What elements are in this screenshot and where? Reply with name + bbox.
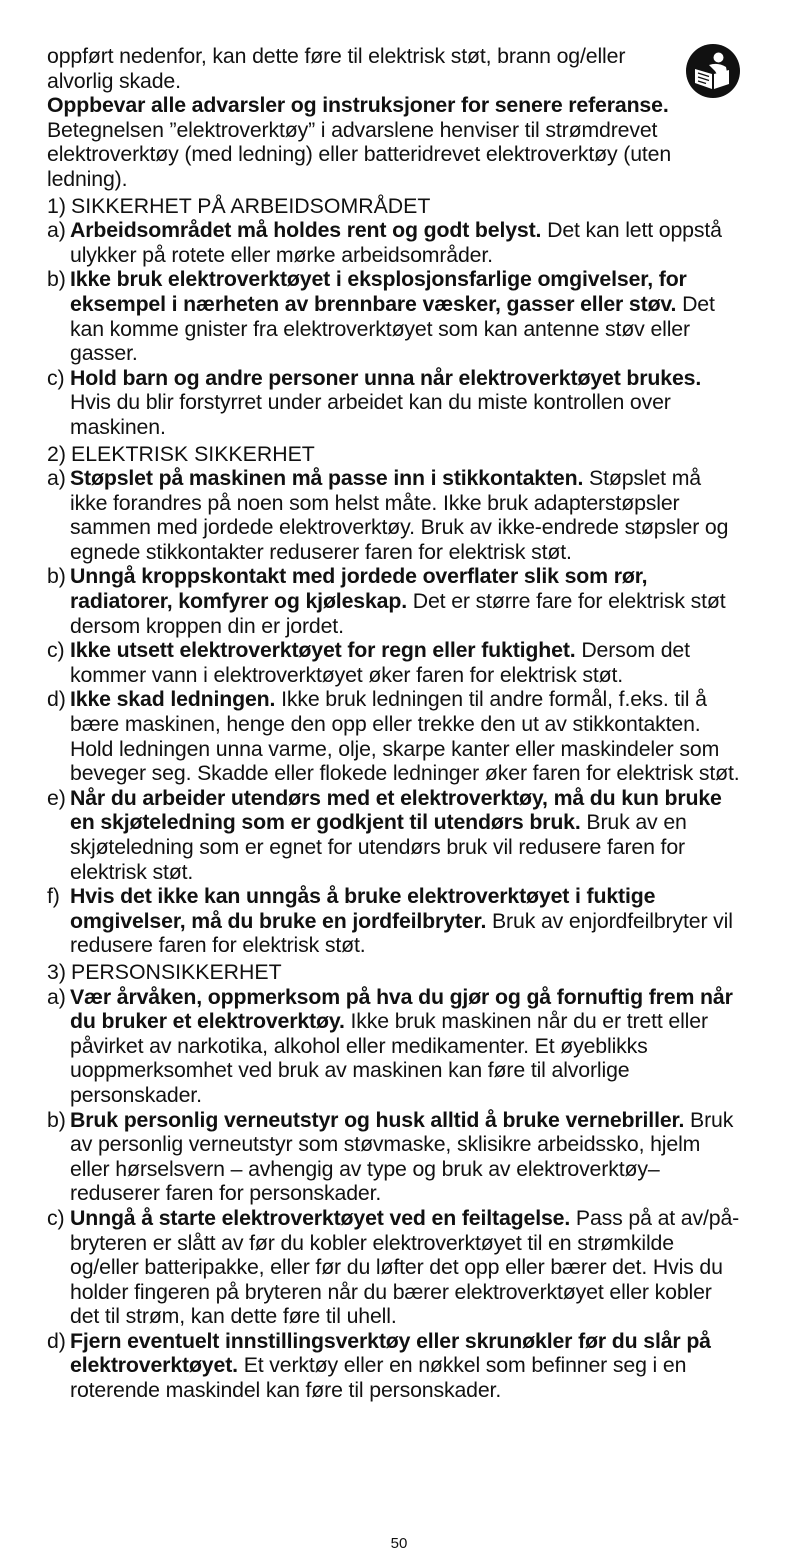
safety-item	[47, 1206, 741, 1329]
item-text: Bruk av en skjøteledning som er egnet for utendørs bruk vil redusere faren for elektrisk støt.	[70, 810, 687, 884]
safety-item	[47, 267, 741, 365]
item-text: Støpslet må ikke forandres på noen som helst måte. Ikke bruk adapterstøpsler sammen med jordede elektroverktøy. Bruk av ikke-endrede støpsler og egnede stikkontakter reduserer faren for elektrisk støt.	[70, 466, 729, 564]
safety-item	[47, 786, 741, 884]
item-text: Hvis du blir forstyrret under arbeidet kan du miste kontrollen over maskinen.	[70, 390, 671, 439]
section-title: SIKKERHET PÅ ARBEIDSOMRÅDET	[71, 193, 431, 218]
item-lead-text: Støpslet på maskinen må passe inn i stikkontakten.	[70, 466, 584, 491]
section-title: ELEKTRISK SIKKERHET	[71, 441, 315, 466]
item-letter: a)	[47, 218, 66, 243]
section-heading	[47, 442, 741, 467]
item-lead-text: Fjern eventuelt innstillingsverktøy eller skrunøkler før du slår på elektroverktøyet.	[70, 1328, 711, 1378]
item-body	[70, 985, 741, 1108]
section-number: 3)	[47, 959, 66, 984]
item-letter: d)	[47, 687, 66, 712]
item-body	[70, 1108, 741, 1206]
item-letter: c)	[47, 638, 65, 663]
safety-item	[47, 1108, 741, 1206]
page-number: 50	[390, 1535, 408, 1552]
item-lead-text: Når du arbeider utendørs med et elektroverktøy, må du kun bruke en skjøteledning som er godkjent til utendørs bruk.	[70, 785, 722, 835]
item-lead-text: Ikke bruk elektroverktøyet i eksplosjonsfarlige omgivelser, for eksempel i nærheten av brennbare væsker, gasser eller støv.	[70, 267, 687, 316]
item-text: Det kan lett oppstå ulykker på rotete eller mørke arbeidsområder.	[70, 218, 722, 267]
item-lead-text: Unngå kroppskontakt med jordede overflater slik som rør, radiatorer, komfyrer og kjøleskap.	[70, 564, 648, 614]
item-body	[70, 366, 741, 440]
item-text: Ikke bruk ledningen til andre formål, f.eks. til å bære maskinen, henge den opp eller trekke den ut av stikkontakten. Hold ledningen unna varme, olje, skarpe kanter eller maskindeler som beveger seg. Skadde eller flokede ledninger øker faren for elektrisk støt.	[70, 687, 740, 786]
item-text: Pass på at av/på-bryteren er slått av før du kobler elektroverktøyet til en strømkilde og/eller batteripakke, eller før du løfter det opp eller bærer det. Hvis du holder fingeren på bryteren når du bærer elektroverktøyet eller kobler det til strøm, kan dette føre til uhell.	[70, 1205, 740, 1329]
section-title: PERSONSIKKERHET	[71, 959, 282, 984]
item-body	[70, 687, 741, 785]
item-lead-text: Hvis det ikke kan unngås å bruke elektroverktøyet i fuktige omgivelser, må du bruke en jordfeilbryter.	[70, 884, 656, 933]
item-body	[70, 267, 741, 365]
document-page	[47, 44, 741, 1403]
intro-block	[47, 44, 679, 118]
item-letter: e)	[47, 785, 66, 810]
item-body	[70, 466, 741, 564]
item-body	[70, 1206, 741, 1329]
safety-item	[47, 1329, 741, 1403]
section-number: 2)	[47, 441, 66, 466]
item-text: Bruk av personlig verneutstyr som støvmaske, sklisikre arbeidssko, hjelm eller hørselsvern – avhengig av type og bruk av elektroverktøy– reduserer faren for personskader.	[70, 1107, 734, 1206]
item-lead-text: Bruk personlig verneutstyr og husk alltid å bruke vernebriller.	[70, 1107, 685, 1132]
warning-tail-text: oppført nedenfor, kan dette føre til elektrisk støt, brann og/eller alvorlig skade.	[47, 44, 626, 93]
item-body	[70, 564, 741, 638]
item-lead-text: Unngå å starte elektroverktøyet ved en feiltagelse.	[70, 1205, 571, 1230]
item-letter: d)	[47, 1328, 66, 1353]
item-body	[70, 1329, 741, 1403]
item-text: Det er større fare for elektrisk støt dersom kroppen din er jordet.	[70, 589, 726, 638]
item-letter: b)	[47, 1107, 66, 1132]
item-text: Et verktøy eller en nøkkel som befinner seg i en roterende maskindel kan føre til personskader.	[70, 1353, 687, 1403]
safety-sections	[47, 194, 741, 1403]
item-body	[70, 638, 741, 687]
safety-item	[47, 564, 741, 638]
safety-item	[47, 985, 741, 1108]
item-letter: b)	[47, 267, 66, 292]
item-lead-text: Ikke utsett elektroverktøyet for regn eller fuktighet.	[70, 638, 576, 663]
section-heading	[47, 960, 741, 985]
safety-item	[47, 884, 741, 958]
item-letter: c)	[47, 365, 65, 390]
safety-item	[47, 687, 741, 785]
keep-instructions-notice: Oppbevar alle advarsler og instruksjoner for senere referanse.	[47, 93, 669, 118]
item-letter: c)	[47, 1205, 65, 1230]
section-heading	[47, 194, 741, 219]
item-text: Bruk av enjordfeilbryter vil redusere faren for elektrisk støt.	[70, 908, 733, 958]
power-tool-definition: Betegnelsen ”elektroverktøy” i advarslene henviser til strømdrevet elektroverktøy (med ledning) eller batteridrevet elektroverktøy (uten ledning).	[47, 117, 672, 191]
item-text: Dersom det kommer vann i elektroverktøyet øker faren for elektrisk støt.	[70, 638, 690, 687]
item-body	[70, 218, 741, 267]
item-letter: a)	[47, 466, 66, 491]
safety-item	[47, 466, 741, 564]
item-letter: f)	[47, 884, 60, 909]
item-text: Det kan komme gnister fra elektroverktøyet som kan antenne støv eller gasser.	[70, 291, 715, 366]
item-lead-text: Hold barn og andre personer unna når elektroverktøyet brukes.	[70, 365, 702, 390]
safety-item	[47, 218, 741, 267]
item-body	[70, 884, 741, 958]
section-number: 1)	[47, 193, 66, 218]
item-body	[70, 786, 741, 884]
item-letter: b)	[47, 564, 66, 589]
item-text: Ikke bruk maskinen når du er trett eller påvirket av narkotika, alkohol eller medikamenter. Et øyeblikks uoppmerksomhet ved bruk av maskinen kan føre til alvorlige personskader.	[70, 1009, 708, 1107]
safety-item	[47, 638, 741, 687]
item-lead-text: Arbeidsområdet må holdes rent og godt belyst.	[70, 218, 542, 243]
item-lead-text: Vær årvåken, oppmerksom på hva du gjør og gå fornuftig frem når du bruker et elektroverktøy.	[70, 984, 733, 1034]
safety-item	[47, 366, 741, 440]
item-letter: a)	[47, 984, 66, 1009]
item-lead-text: Ikke skad ledningen.	[70, 687, 276, 712]
